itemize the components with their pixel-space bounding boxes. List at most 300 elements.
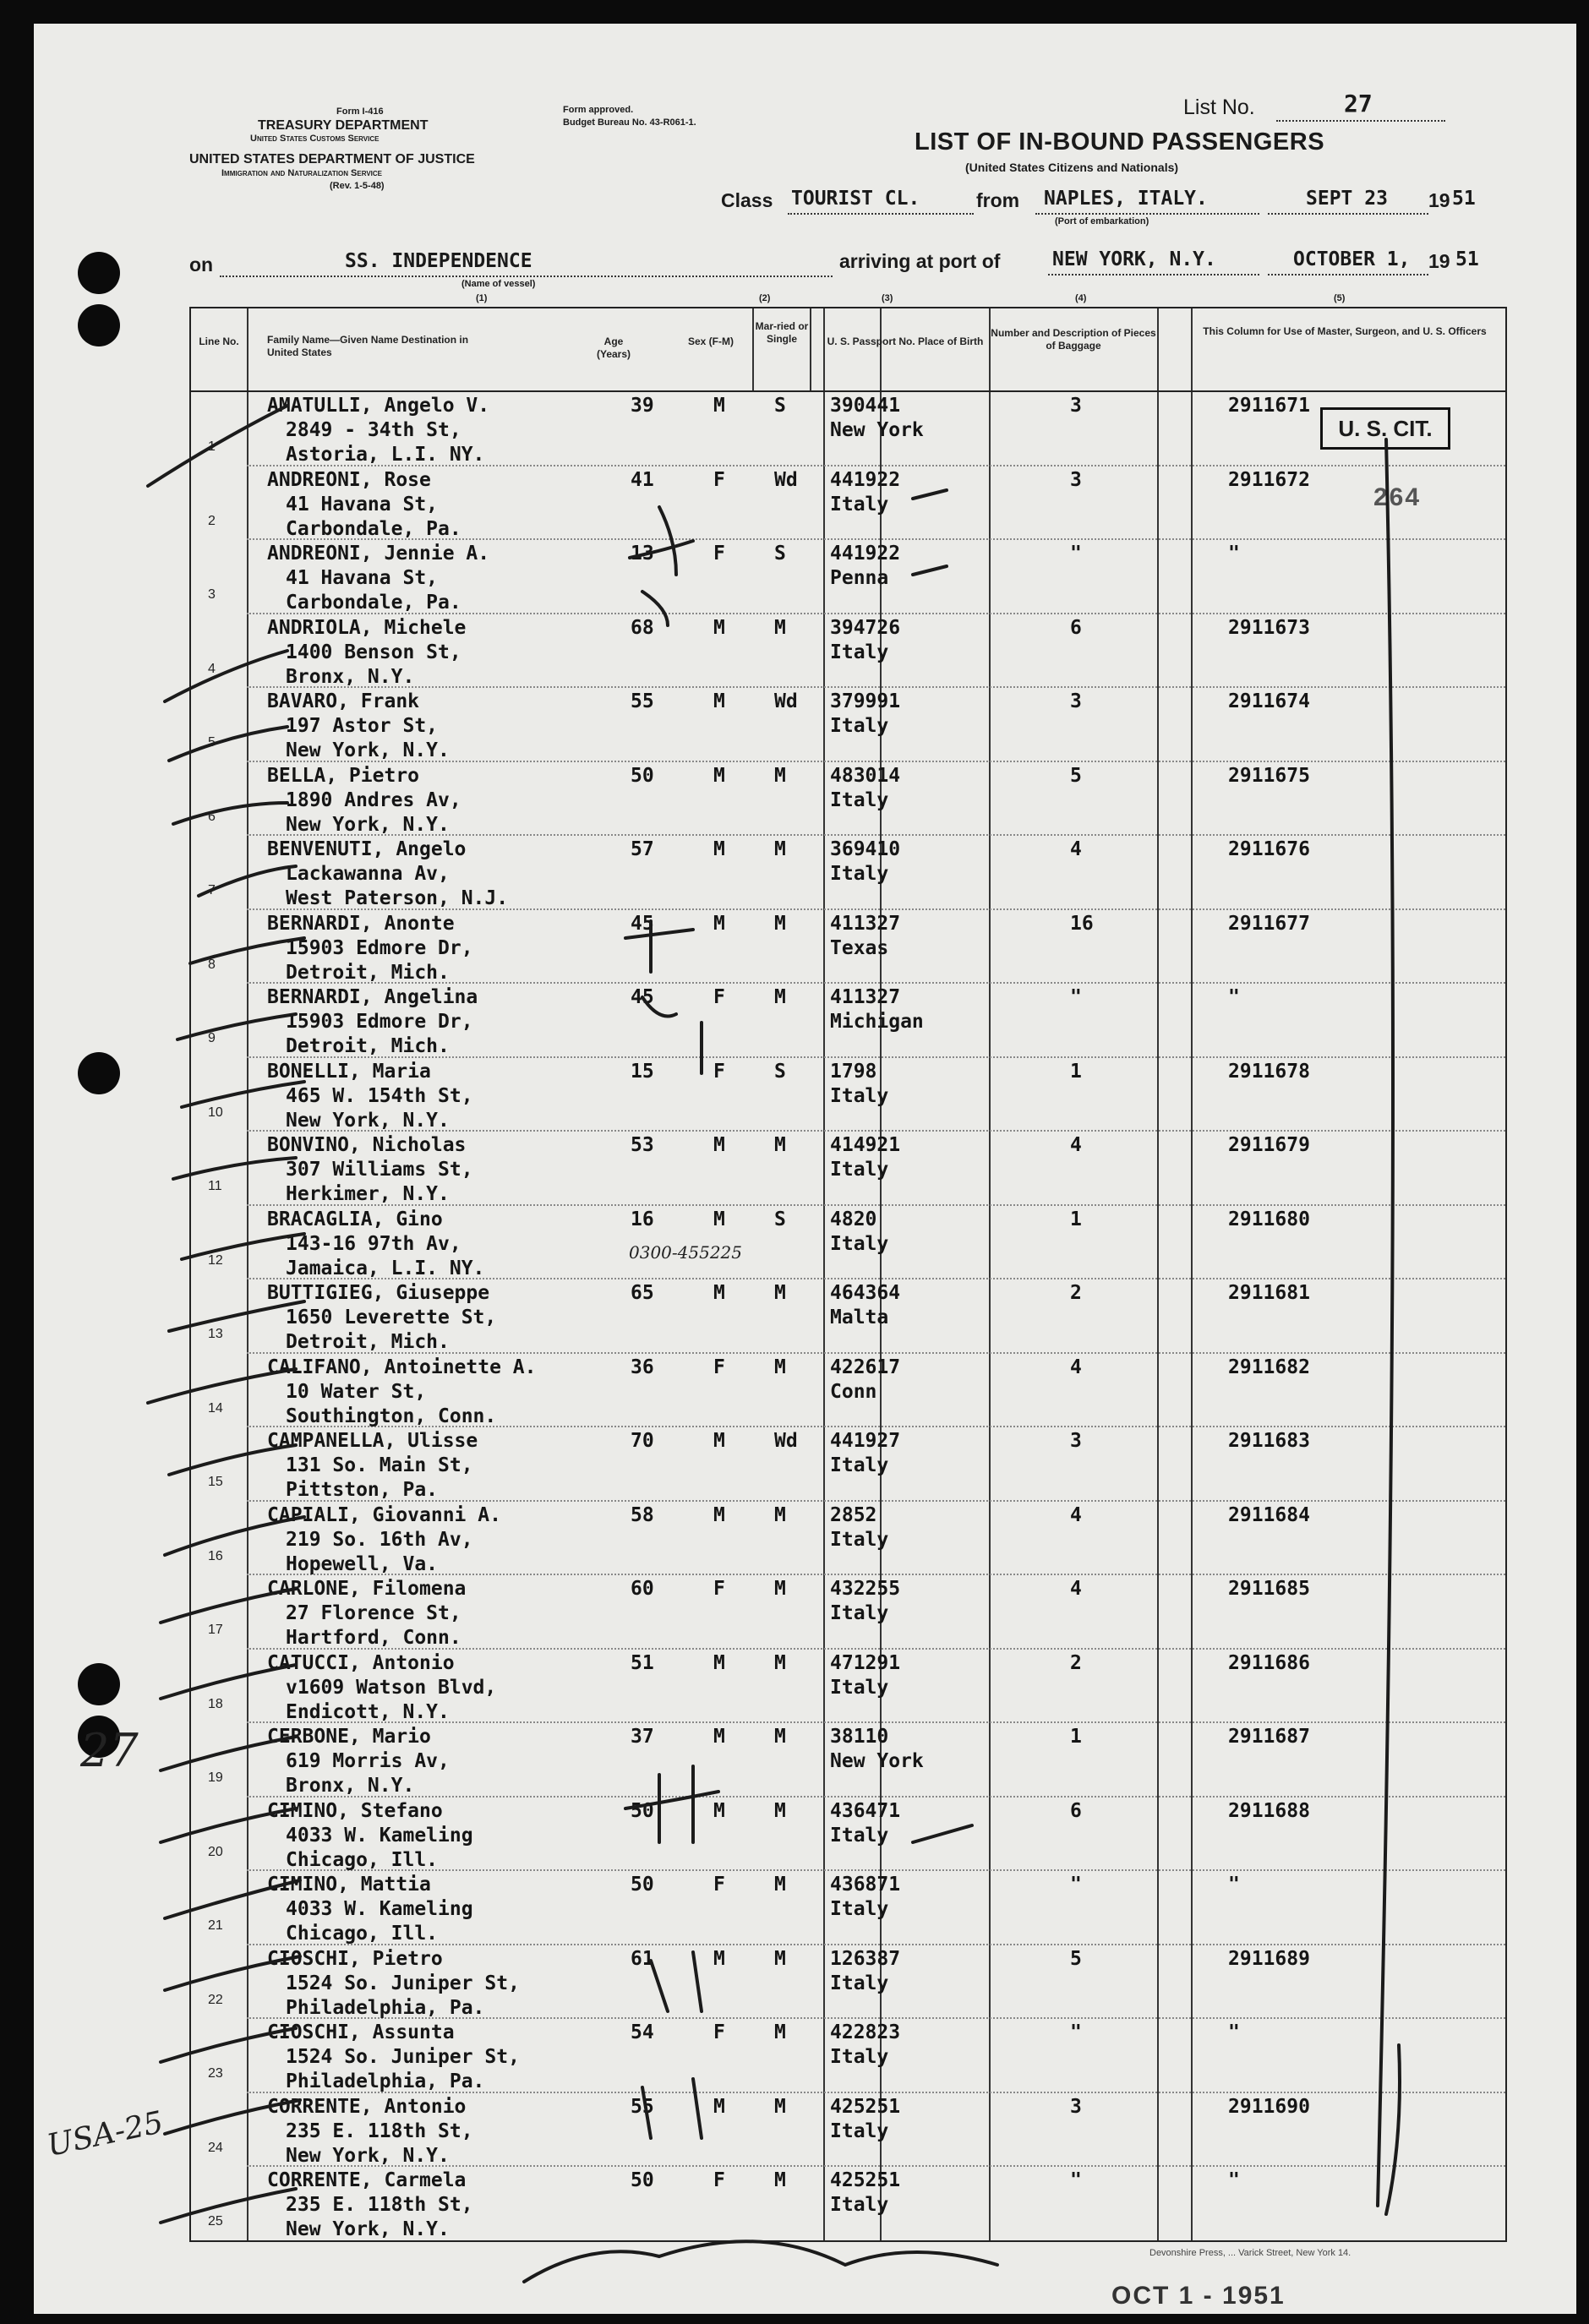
row-baggage: 3 [1070,468,1082,491]
row-sex: M [713,1503,725,1526]
row-marital-status: M [774,2169,786,2191]
row-officer-number: 2911671 [1228,395,1310,417]
row-age: 57 [631,838,654,860]
row-baggage: " [1070,2169,1082,2191]
row-passport: 441922 [830,468,901,491]
arrival-date: OCTOBER 1, [1293,248,1411,270]
row-address-street: 197 Astor St, [286,715,439,737]
row-line-number: 13 [208,1327,223,1341]
row-sex: F [713,543,725,565]
row-name: CATUCCI, Antonio [267,1651,455,1674]
row-age: 16 [631,1208,654,1230]
row-address-city: Bronx, N.Y. [286,1775,415,1797]
row-marital-status: M [774,912,786,935]
row-passport: 425251 [830,2095,901,2118]
row-address-street: v1609 Watson Blvd, [286,1676,497,1699]
printer-imprint: Devonshire Press, ... Varick Street, New York 14. [1149,2248,1351,2258]
row-marital-status: M [774,1134,786,1156]
ins-label: Immigration and Naturalization Service [221,168,383,178]
row-passport: 414921 [830,1134,901,1156]
row-address-city: Endicott, N.Y. [286,1700,450,1723]
row-birthplace: Italy [830,1602,889,1624]
row-marital-status: M [774,764,786,787]
row-address-city: Carbondale, Pa. [286,592,461,614]
row-address-street: 4033 W. Kameling [286,1898,473,1920]
departure-date: SEPT 23 [1306,188,1388,210]
class-label: Class [721,189,773,211]
row-marital-status: Wd [774,690,798,712]
col-number-1: (1) [476,293,488,303]
row-baggage: 2 [1070,1282,1082,1304]
row-sex: M [713,1799,725,1822]
row-marital-status: M [774,1799,786,1822]
row-sex: F [713,1874,725,1896]
row-name: BONVINO, Nicholas [267,1134,467,1156]
row-address-street: 10 Water St, [286,1380,427,1403]
row-baggage: 6 [1070,1799,1082,1822]
row-sex: M [713,1947,725,1970]
row-name: CIMINO, Mattia [267,1874,431,1896]
row-sex: M [713,1651,725,1674]
row-address-city: Carbondale, Pa. [286,517,461,540]
row-address-city: New York, N.Y. [286,739,450,761]
row-line-number: 25 [208,2214,223,2229]
col-header-age: Age (Years) [596,336,631,360]
justice-label: UNITED STATES DEPARTMENT OF JUSTICE [189,152,475,166]
on-label: on [189,254,214,275]
row-marital-status: M [774,1282,786,1304]
row-age: 45 [631,986,654,1008]
row-passport: 441922 [830,543,901,565]
row-birthplace: Italy [830,1454,889,1476]
row-age: 37 [631,1726,654,1748]
customs-label: United States Customs Service [250,134,380,144]
row-address-street: 219 So. 16th Av, [286,1528,473,1551]
row-name: BERNARDI, Angelina [267,986,478,1008]
row-address-street: 15903 Edmore Dr, [286,1011,473,1033]
row-baggage: 16 [1070,912,1094,935]
row-passport: 436871 [830,1874,901,1896]
year-value: 51 [1452,188,1476,210]
row-passport: 425251 [830,2169,901,2191]
rev-label: (Rev. 1-5-48) [330,181,385,191]
row-birthplace: Italy [830,1159,889,1181]
row-age: 54 [631,2021,654,2043]
row-age: 50 [631,2169,654,2191]
row-officer-number: 2911677 [1228,912,1310,935]
row-birthplace: Michigan [830,1011,924,1033]
row-age: 41 [631,468,654,491]
row-age: 50 [631,764,654,787]
row-name: ANDREONI, Rose [267,468,431,491]
row-baggage: 3 [1070,690,1082,712]
row-sex: F [713,986,725,1008]
row-line-number: 12 [208,1252,223,1268]
row-sex: M [713,2095,725,2118]
row-sex: F [713,1060,725,1083]
row-sex: M [713,395,725,417]
page-title: LIST OF IN-BOUND PASSENGERS [915,128,1325,155]
row-address-street: 307 Williams St, [286,1159,473,1181]
row-address-city: Detroit, Mich. [286,1035,450,1057]
row-name: CIOSCHI, Pietro [267,1947,443,1970]
row-baggage: 4 [1070,1356,1082,1378]
row-address-street: 1890 Andres Av, [286,788,461,811]
row-officer-number: 2911686 [1228,1651,1310,1674]
row-passport: 38110 [830,1726,889,1748]
row-baggage: 2 [1070,1651,1082,1674]
row-birthplace: Malta [830,1307,889,1328]
row-line-number: 14 [208,1400,223,1416]
row-baggage: 6 [1070,616,1082,639]
row-marital-status: M [774,1651,786,1674]
row-marital-status: M [774,1578,786,1600]
row-address-city: Detroit, Mich. [286,1331,450,1353]
list-no-label: List No. [1183,95,1255,119]
row-address-street: 131 So. Main St, [286,1454,473,1476]
col-header-passport: U. S. Passport No. Place of Birth [827,336,984,347]
row-address-city: Herkimer, N.Y. [286,1183,450,1205]
row-birthplace: Penna [830,567,889,589]
row-marital-status: M [774,1356,786,1378]
row-officer-number: 2911676 [1228,838,1310,860]
row-address-city: Hartford, Conn. [286,1627,461,1649]
page-subtitle: (United States Citizens and Nationals) [965,161,1179,174]
row-sex: F [713,1578,725,1600]
row-address-street: 1524 So. Juniper St, [286,1972,520,1994]
row-officer-number: " [1228,986,1240,1008]
row-line-number: 20 [208,1844,223,1859]
row-baggage: 4 [1070,1503,1082,1526]
row-baggage: 5 [1070,1947,1082,1970]
row-baggage: " [1070,2021,1082,2043]
row-age: 53 [631,1134,654,1156]
row-sex: F [713,1356,725,1378]
date-stamp: OCT 1 - 1951 [1111,2282,1286,2310]
row-passport: 411327 [830,912,901,935]
row-marital-status: M [774,986,786,1008]
row-baggage: 1 [1070,1208,1082,1230]
row-line-number: 24 [208,2140,223,2155]
row-name: AMATULLI, Angelo V. [267,395,490,417]
row-sex: M [713,912,725,935]
row-officer-number: 2911683 [1228,1430,1310,1452]
row-sex: M [713,838,725,860]
handwritten-passport-note: 0300-455225 [629,1242,743,1263]
row-passport: 126387 [830,1947,901,1970]
row-name: CAMPANELLA, Ulisse [267,1430,478,1452]
row-officer-number: 2911681 [1228,1282,1310,1304]
treasury-label: TREASURY DEPARTMENT [258,118,429,133]
row-address-city: Pittston, Pa. [286,1479,439,1501]
row-address-city: Chicago, Ill. [286,1848,439,1871]
row-age: 50 [631,1799,654,1822]
arrival-year-prefix: 19 [1428,250,1450,272]
row-marital-status: M [774,616,786,639]
row-birthplace: Italy [830,2194,889,2216]
row-baggage: 3 [1070,395,1082,417]
row-birthplace: Italy [830,1528,889,1551]
row-birthplace: Italy [830,1824,889,1847]
row-age: 55 [631,2095,654,2118]
row-line-number: 7 [208,883,216,897]
handwritten-27: 27 [80,1724,139,1777]
arriving-label: arriving at port of [839,250,1001,272]
row-birthplace: Italy [830,1972,889,1994]
row-sex: M [713,1208,725,1230]
row-address-street: 1400 Benson St, [286,641,461,663]
row-line-number: 10 [208,1105,223,1120]
row-sex: M [713,616,725,639]
row-birthplace: Italy [830,715,889,737]
row-officer-number: 2911673 [1228,616,1310,639]
row-birthplace: Italy [830,788,889,811]
row-sex: M [713,1430,725,1452]
row-age: 55 [631,690,654,712]
handwritten-usa: USA-25 [44,2104,167,2164]
row-passport: 422617 [830,1356,901,1378]
row-line-number: 8 [208,957,216,972]
row-name: BRACAGLIA, Gino [267,1208,443,1230]
row-passport: 432255 [830,1578,901,1600]
row-address-street: Lackawanna Av, [286,863,450,885]
row-officer-number: 2911680 [1228,1208,1310,1230]
row-birthplace: Italy [830,1898,889,1920]
arrival-year: 51 [1455,248,1479,270]
row-baggage: 4 [1070,838,1082,860]
row-address-street: 1650 Leverette St, [286,1307,497,1328]
row-officer-number: 2911687 [1228,1726,1310,1748]
row-address-city: Hopewell, Va. [286,1552,439,1575]
arrival-port: NEW YORK, N.Y. [1052,248,1216,270]
row-birthplace: Italy [830,641,889,663]
row-sex: F [713,468,725,491]
row-age: 61 [631,1947,654,1970]
row-address-street: 143-16 97th Av, [286,1232,461,1255]
row-address-city: New York, N.Y. [286,2144,450,2167]
col-header-line: Line No. [199,336,239,347]
row-officer-number: 2911684 [1228,1503,1310,1526]
row-passport: 369410 [830,838,901,860]
budget-label: Budget Bureau No. 43-R061-1. [563,117,696,128]
approved-label: Form approved. [563,105,634,115]
row-passport: 394726 [830,616,901,639]
row-age: 45 [631,912,654,935]
row-passport: 2852 [830,1503,877,1526]
row-name: ANDRIOLA, Michele [267,616,467,639]
col-header-sex: Sex (F-M) [688,336,734,347]
row-address-street: 235 E. 118th St, [286,2119,473,2142]
from-label: from [976,189,1020,211]
row-birthplace: Italy [830,2119,889,2142]
row-marital-status: M [774,1503,786,1526]
row-marital-status: S [774,1060,786,1083]
row-sex: M [713,1134,725,1156]
row-officer-number: 2911688 [1228,1799,1310,1822]
row-name: BONELLI, Maria [267,1060,431,1083]
row-sex: M [713,1726,725,1748]
row-officer-number: " [1228,2169,1240,2191]
row-address-city: Philadelphia, Pa. [286,1996,485,2019]
row-address-city: Astoria, L.I. NY. [286,444,485,466]
row-sex: F [713,2169,725,2191]
row-address-city: Chicago, Ill. [286,1923,439,1945]
row-line-number: 15 [208,1475,223,1489]
row-address-street: 41 Havana St, [286,493,439,516]
row-name: BELLA, Pietro [267,764,420,787]
row-officer-number: 2911672 [1228,468,1310,491]
row-birthplace: Italy [830,2046,889,2068]
row-officer-number: " [1228,543,1240,565]
row-birthplace: Italy [830,1084,889,1107]
row-address-street: 619 Morris Av, [286,1750,450,1772]
row-age: 58 [631,1503,654,1526]
row-birthplace: New York [830,419,924,441]
row-baggage: 1 [1070,1726,1082,1748]
row-address-street: 235 E. 118th St, [286,2194,473,2216]
row-officer-number: " [1228,1874,1240,1896]
row-sex: F [713,2021,725,2043]
row-name: BAVARO, Frank [267,690,420,712]
row-birthplace: New York [830,1750,924,1772]
row-baggage: 3 [1070,2095,1082,2118]
row-name: BENVENUTI, Angelo [267,838,467,860]
row-age: 13 [631,543,654,565]
row-officer-number: 2911690 [1228,2095,1310,2118]
row-age: 60 [631,1578,654,1600]
col-number-2: (2) [759,293,771,303]
row-age: 36 [631,1356,654,1378]
row-line-number: 5 [208,735,216,750]
row-address-city: New York, N.Y. [286,1109,450,1132]
row-sex: M [713,764,725,787]
row-line-number: 3 [208,587,216,602]
row-line-number: 1 [208,439,216,454]
row-sex: M [713,690,725,712]
row-birthplace: Italy [830,493,889,516]
row-officer-number: 2911675 [1228,764,1310,787]
row-address-street: 1524 So. Juniper St, [286,2046,520,2068]
row-age: 51 [631,1651,654,1674]
row-passport: 390441 [830,395,901,417]
row-address-city: Detroit, Mich. [286,961,450,984]
row-baggage: 5 [1070,764,1082,787]
row-officer-number: 2911674 [1228,690,1310,712]
row-passport: 464364 [830,1282,901,1304]
row-passport: 483014 [830,764,901,787]
row-line-number: 9 [208,1031,216,1045]
row-officer-number: 2911682 [1228,1356,1310,1378]
row-marital-status: M [774,1726,786,1748]
row-name: CAPIALI, Giovanni A. [267,1503,501,1526]
row-address-city: New York, N.Y. [286,2218,450,2240]
row-line-number: 16 [208,1548,223,1563]
row-marital-status: Wd [774,468,798,491]
row-baggage: 4 [1070,1578,1082,1600]
row-address-street: 27 Florence St, [286,1602,461,1624]
row-marital-status: M [774,2095,786,2118]
row-baggage: " [1070,543,1082,565]
row-baggage: " [1070,986,1082,1008]
row-marital-status: M [774,1947,786,1970]
row-birthplace: Texas [830,936,889,959]
row-marital-status: M [774,1874,786,1896]
port-caption: (Port of embarkation) [1055,216,1149,226]
row-passport: 471291 [830,1651,901,1674]
row-birthplace: Italy [830,863,889,885]
col-number-3: (3) [882,293,893,303]
list-no-value: 27 [1344,90,1373,117]
row-line-number: 23 [208,2066,223,2081]
class-value: TOURIST CL. [791,188,920,210]
row-age: 70 [631,1430,654,1452]
us-citizen-stamp: U. S. CIT. [1320,407,1450,450]
from-value: NAPLES, ITALY. [1044,188,1208,210]
row-passport: 441927 [830,1430,901,1452]
row-line-number: 21 [208,1918,223,1933]
row-officer-number: 2911678 [1228,1060,1310,1083]
row-officer-number: 2911679 [1228,1134,1310,1156]
vessel-caption: (Name of vessel) [461,279,536,289]
row-baggage: 3 [1070,1430,1082,1452]
row-officer-number: " [1228,2021,1240,2043]
row-address-city: Jamaica, L.I. NY. [286,1257,485,1279]
row-marital-status: Wd [774,1430,798,1452]
row-birthplace: Italy [830,1676,889,1699]
row-passport: 422823 [830,2021,901,2043]
row-birthplace: Italy [830,1232,889,1255]
row-name: CORRENTE, Antonio [267,2095,467,2118]
row-passport: 379991 [830,690,901,712]
row-marital-status: M [774,2021,786,2043]
row-age: 68 [631,616,654,639]
row-marital-status: S [774,395,786,417]
row-address-city: Philadelphia, Pa. [286,2070,485,2092]
row-passport: 411327 [830,986,901,1008]
row-name: ANDREONI, Jennie A. [267,543,490,565]
col-number-5: (5) [1334,293,1346,303]
row-address-street: 41 Havana St, [286,567,439,589]
row-marital-status: S [774,1208,786,1230]
row-address-city: New York, N.Y. [286,813,450,836]
row-passport: 4820 [830,1208,877,1230]
row-age: 15 [631,1060,654,1083]
row-passport: 1798 [830,1060,877,1083]
row-line-number: 22 [208,1992,223,2007]
row-passport: 436471 [830,1799,901,1822]
row-name: CERBONE, Mario [267,1726,431,1748]
col-header-married: Mar-ried or Single [755,320,809,345]
row-name: CARLONE, Filomena [267,1578,467,1600]
row-line-number: 17 [208,1623,223,1637]
form-number: Form I-416 [336,106,384,117]
row-line-number: 19 [208,1770,223,1785]
row-line-number: 2 [208,513,216,528]
row-name: CIMINO, Stefano [267,1799,443,1822]
row-marital-status: M [774,838,786,860]
row-line-number: 4 [208,661,216,676]
row-name: BERNARDI, Anonte [267,912,455,935]
row-name: CORRENTE, Carmela [267,2169,467,2191]
row-birthplace: Conn [830,1380,877,1403]
row-name: CIOSCHI, Assunta [267,2021,455,2043]
row-baggage: 4 [1070,1134,1082,1156]
row-baggage: " [1070,1874,1082,1896]
row-address-city: Bronx, N.Y. [286,665,415,688]
row-line-number: 18 [208,1696,223,1711]
row-officer-number: 2911685 [1228,1578,1310,1600]
row-marital-status: S [774,543,786,565]
